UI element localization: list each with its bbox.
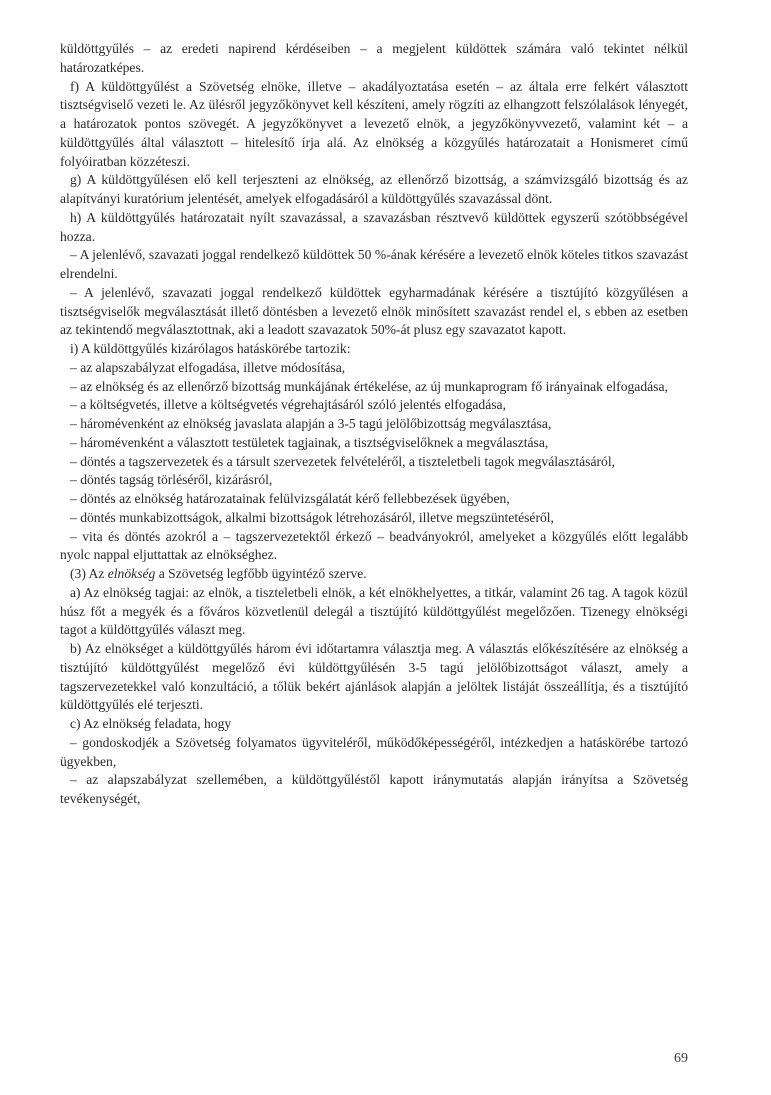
paragraph-f: f) A küldöttgyűlést a Szövetség elnöke, illetve – akadályoztatása esetén – az általa erre felkért választott tisztségviselő vezeti le. Az ülésről jegyzőkönyvet kell készíteni, amely rögzíti az elhangzott felszólalások lényegét, a határozatok pontos szövegét. A jegyzőkönyvet a levezető elnök, a jegyzőkönyvvezető, valamint két – a küldöttgyűlés által választott – hitelesítő írja alá. Az elnökség a közgyűlés határozatait a Honismeret című folyóiratban közzéteszi. [60, 78, 688, 169]
paragraph-i: i) A küldöttgyűlés kizárólagos hatáskörébe tartozik: [70, 341, 351, 356]
list-item: – döntés az elnökség határozatainak felülvizsgálatát kérő fellebbezések ügyében, [70, 491, 510, 506]
paragraph-h: h) A küldöttgyűlés határozatait nyílt szavazással, a szavazásban résztvevő küldöttek egyszerű szótöbbségével hozza. [60, 209, 688, 244]
section-3-lead: (3) Az [70, 566, 108, 581]
list-item: – háromévenként az elnökség javaslata alapján a 3-5 tagú jelölőbizottság megválasztása, [70, 416, 552, 431]
paragraph-secret-ballot: – A jelenlévő, szavazati joggal rendelkező küldöttek 50 %-ának kérésére a levezető elnök köteles titkos szavazást elrendelni. [60, 247, 688, 281]
paragraph-qualified-vote: – A jelenlévő, szavazati joggal rendelkező küldöttek egyharmadának kérésére a tisztújító közgyűlésen a tisztségviselők megválasztását illető döntésben a levezető elnök minősített szavazást rendel el, s ebben az esetben az tekintendő megválasztottnak, aki a leadott szavazatok 50%-át plusz egy szavazatot kapott. [60, 284, 688, 338]
list-item: – vita és döntés azokról a – tagszervezetektől érkező – beadványokról, amelyeket a közgyűlés előtt legalább nyolc nappal eljuttattak az elnökséghez. [60, 528, 688, 563]
list-item: – az alapszabályzat elfogadása, illetve módosítása, [70, 359, 346, 375]
list-item: – döntés a tagszervezetek és a társult szervezetek felvételéről, a tiszteletbeli tagok megválasztásáról, [70, 453, 616, 469]
document-body [60, 40, 688, 809]
page-number: 69 [674, 1051, 688, 1066]
paragraph-b: b) Az elnökséget a küldöttgyűlés három évi időtartamra választja meg. A választás előkészítésére az elnökség a tisztújító küldöttgyűlést megelőző évi küldöttgyűlésén 3-5 tagú jelölőbizottságot választ, amely a tagszervezetekkel való konzultáció, a tőlük bekért ajánlások alapján a jelöltek listáját összeállítja, és a tisztújító küldöttgyűlés elé terjeszti. [60, 641, 688, 713]
paragraph-g: g) A küldöttgyűlésen elő kell terjeszteni az elnökség, az ellenőrző bizottság, a számvizsgáló bizottság és az alapítványi kuratórium jelentését, amelyek elfogadásáról a küldöttgyűlés szavazással dönt. [60, 172, 688, 206]
list-item: – döntés munkabizottságok, alkalmi bizottságok létrehozásáról, illetve megszüntetéséről, [70, 509, 554, 525]
paragraph-section-3 [60, 565, 688, 584]
list-item: – az alapszabályzat szellemében, a küldöttgyűléstől kapott iránymutatás alapján irányítsa a Szövetség tevékenységét, [60, 772, 688, 806]
list-item: – háromévenként a választott testületek tagjainak, a tisztségviselőknek a megválasztása, [70, 434, 549, 450]
paragraph-c: c) Az elnökség feladata, hogy [70, 716, 232, 731]
list-item: – gondoskodjék a Szövetség folyamatos ügyviteléről, működőképességéről, intézkedjen a hatáskörébe tartozó ügyekben, [60, 734, 688, 769]
list-item: – döntés tagság törléséről, kizárásról, [70, 472, 273, 488]
paragraph-continuation: küldöttgyűlés – az eredeti napirend kérdéseiben – a megjelent küldöttek számára való tekintet nélkül határozatképes. [60, 41, 688, 75]
section-3-tail: a Szövetség legfőbb ügyintéző szerve. [155, 566, 367, 581]
paragraph-a: a) Az elnökség tagjai: az elnök, a tiszteletbeli elnök, a két elnökhelyettes, a titkár, valamint 26 tag. A tagok közül húsz főt a megyék és a főváros közvetlenül delegál a tisztújító küldöttgyűlést megelőzően. Tizenegy elnökségi tagot a küldöttgyűlés választ meg. [60, 584, 688, 638]
section-3-emphasis: elnökség [107, 566, 156, 581]
list-item: – a költségvetés, illetve a költségvetés végrehajtásáról szóló jelentés elfogadása, [70, 397, 506, 413]
list-item: – az elnökség és az ellenőrző bizottság munkájának értékelése, az új munkaprogram fő irányainak elfogadása, [70, 378, 668, 394]
